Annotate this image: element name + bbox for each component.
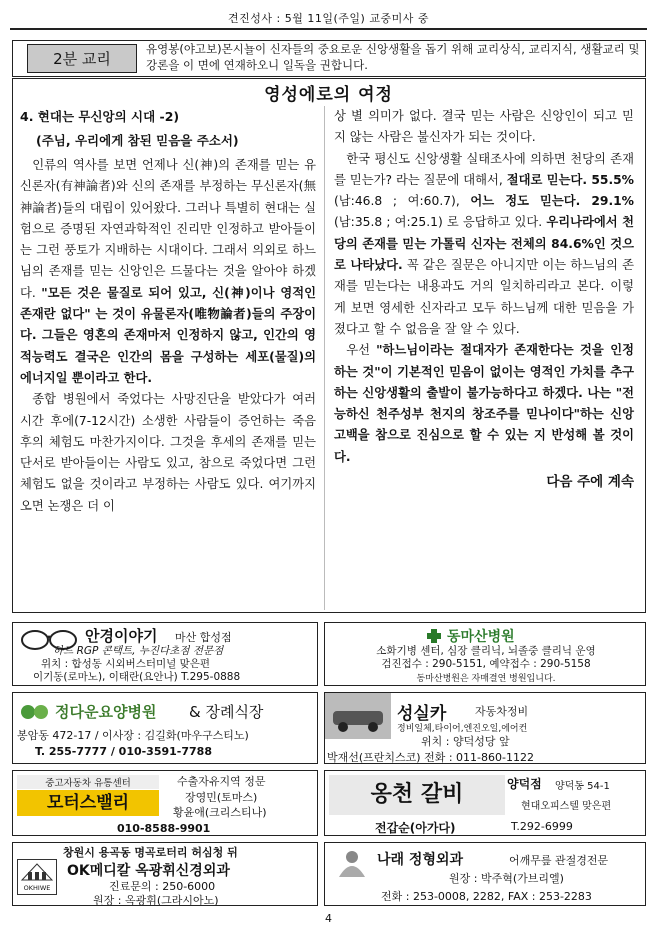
ad-nursing-line2: T. 255-7777 / 010-3591-7788: [35, 745, 212, 758]
intro-text: 유영봉(야고보)몬시뇰이 신자들의 중요로운 신앙생활을 돕기 위해 교리상식, 교리지식, 생활교리 및 강론을 이 면에 연재하오니 일독을 권합니다.: [146, 42, 640, 72]
ad-galbi-addr: 양덕동 54-1: [555, 781, 610, 792]
ad-motors-title: 모터스밸리: [17, 790, 159, 816]
ad-motors-line3: 황윤애(크리스티나): [173, 806, 267, 819]
continued-note: 다음 주에 계속: [546, 474, 634, 491]
ad-ok-line2: 진료문의 : 250-6000: [109, 880, 216, 893]
page-header: 견진성사 : 5월 11일(주일) 교중미사 중: [228, 12, 429, 25]
ad-eyewear-title: 안경이야기: [85, 627, 158, 645]
ad-nursing-hospital: [12, 692, 318, 764]
intro-tag: 2분 교리: [27, 44, 137, 73]
ad-eyewear-line1: 하드 RGP 콘택트, 누진다초점 전문점: [53, 645, 224, 657]
ad-ok-line3: 원장 : 옥광휘(그라시아노): [93, 894, 219, 906]
ad-galbi-branch: 양덕점: [507, 777, 542, 791]
ad-galbi-phone: T.292-6999: [511, 820, 573, 833]
article-right-column: [334, 106, 634, 493]
paragraph: 한국 평신도 신앙생활 실태조사에 의하면 천당의 존재를 믿는가? 라는 질문에 대해서, 절대로 믿는다. 55.5%(남:46.8 ; 여:60.7), 어느 정도 믿는다. 29.1%(남:35.8 ; 여:25.1) 로 응답하고 있다. 우리나라에서 천당의 존재를 믿는 가톨릭 신자는 전체의 84.6%인 것으로 나타났다. 꼭 같은 질문은 아니지만 이는 하느님의 존재를 믿는다는 내용과도 거의 일치하리라고 본다. 이렇게 보면 영세한 신자라고 모두 하느님께 대한 믿음을 가졌다고 할 수 없음을 잘 알 수 있다.: [334, 151, 635, 336]
car-image: [325, 693, 391, 739]
ad-galbi: [324, 770, 646, 836]
ad-motors-tag: 중고자동차 유통센터: [17, 775, 159, 789]
ad-eyewear-sub: 마산 합성점: [175, 631, 232, 644]
ad-hospital-line2: 검진접수 : 290-5151, 예약접수 : 290-5158: [381, 658, 591, 670]
ad-hospital: [324, 622, 646, 686]
ad-ok-medical: [12, 842, 318, 906]
ad-narae-sub: 어깨무릎 관절경전문: [509, 854, 609, 867]
ad-motors-line4: 010-8588-9901: [117, 822, 211, 835]
ad-galbi-near: 현대오피스텔 맞은편: [521, 801, 612, 812]
ad-car-repair: [324, 692, 646, 764]
ad-eyewear-line2: 위치 : 합성동 시외버스터미널 맞은편: [41, 658, 211, 670]
angel-logo-icon: [335, 847, 369, 879]
ad-car-line1: 정비일체,타이어,엔진오일,에어컨: [397, 724, 528, 734]
ad-hospital-line1: 소화기병 센터, 심장 클리닉, 뇌졸중 클리닉 운영: [376, 645, 596, 657]
ad-eyewear: [12, 622, 318, 686]
article-left-column: [20, 106, 316, 517]
ok-medical-logo-text: OKHIWE: [23, 884, 51, 892]
ad-motors-line1: 수출자유지역 정문: [177, 775, 266, 788]
ad-eyewear-line3: 이기동(로마노), 이태란(요안나) T.295-0888: [33, 671, 241, 683]
paragraph: 종합 병원에서 죽었다는 사망진단을 받았다가 여러 시간 후에(7-12시간) 소생한 사람들이 증언하는 죽음 후의 체험도 마찬가지이다. 그것을 후세의 존재를 믿는 단서로 받아들이는 사람도 있고, 참으로 죽었다면 그런 체험도 없을 것이라고 부정하는 사람도 있다. 여기까지 오면 논쟁은 더 이: [20, 392, 316, 513]
ad-car-line2: 위치 : 양덕성당 앞: [421, 735, 510, 748]
header-divider: [10, 28, 647, 30]
leaf-logo-icon: [19, 701, 51, 723]
ad-narae-line1: 원장 : 박주혁(가브리엘): [449, 872, 564, 885]
column-divider: [324, 106, 325, 610]
ad-car-line3: 박재선(프란치스코) 전화 : 011-860-1122: [327, 751, 534, 764]
paragraph: 상 별 의미가 없다. 결국 믿는 사람은 신앙인이 되고 믿지 않는 사람은 불신자가 되는 것이다.: [334, 109, 634, 145]
ad-car-sub: 자동차정비: [475, 705, 529, 718]
ad-narae-title: 나래 정형외과: [377, 852, 464, 868]
ok-medical-logo: [17, 859, 57, 895]
section-subheading: (주님, 우리에게 참된 믿음을 주소서): [36, 133, 239, 148]
ad-ok-line1: 창원시 용곡동 명곡로터리 허심청 뒤: [63, 846, 238, 859]
paragraph: 인류의 역사를 보면 언제나 신(神)의 존재를 믿는 유신론자(有神論者)와 신의 존재를 부정하는 무신론자(無神論者)들의 대립이 있어왔다. 그러나 특별히 현대는 실험으로 증명된 자연과학적인 진리만 인정하고 받아들이는 그런 풍토가 지배하는 시대이다. 그래서 의외로 하느님의 존재를 믿는 신앙인은 드물다는 것을 알아야 하겠다. "모든 것은 물질로 되어 있고, 신(神)이나 영적인 존재란 없다" 는 것이 유물론자(唯物論者)들의 주장이다. 그들은 영혼의 존재마저 인정하지 않고, 인간의 영적능력도 결국은 인간의 몸을 구성하는 세포(물질)의 에너지일 뿐이라고 한다.: [20, 158, 316, 385]
ad-ok-title: OK메디칼 옥광휘신경외과: [67, 863, 230, 879]
page-number: 4: [325, 912, 332, 925]
hospital-cross-icon: [425, 628, 443, 644]
building-icon: [18, 860, 56, 882]
car-icon: [325, 693, 391, 739]
ad-hospital-line3: 동마산병원은 자매결연 병원입니다.: [416, 674, 556, 684]
ad-galbi-title: 옹천 갈비: [329, 775, 505, 815]
article-title: 영성에로의 여정: [264, 85, 393, 105]
ad-narae: [324, 842, 646, 906]
ad-nursing-line1: 봉암동 472-17 / 이사장 : 김길화(마우구스티노): [17, 729, 249, 742]
section-heading: 4. 현대는 무신앙의 시대 -2): [20, 109, 180, 124]
ad-narae-line2: 전화 : 253-0008, 2282, FAX : 253-2283: [381, 890, 592, 903]
ad-hospital-title: 동마산병원: [447, 629, 515, 645]
paragraph: 우선 "하느님이라는 절대자가 존재한다는 것을 인정하는 것"이 기본적인 믿음이 없이는 영적인 가치를 추구하는 신앙생활의 출발이 불가능하다고 하겠다. 나는 "전능하신 천주성부 천지의 창조주를 믿나이다"하는 신앙고백을 참으로 진심으로 할 수 있는 지 반성해 볼 것이다.: [334, 343, 634, 464]
ad-motors-line2: 장영민(토마스): [185, 791, 258, 804]
ad-nursing-title: 정다운요양병원: [55, 703, 157, 721]
ad-car-title: 성실카: [397, 704, 447, 724]
ad-nursing-title2: & 장례식장: [189, 703, 264, 721]
ad-galbi-owner: 전갑순(아가다): [375, 821, 456, 835]
ad-motors-valley: [12, 770, 318, 836]
